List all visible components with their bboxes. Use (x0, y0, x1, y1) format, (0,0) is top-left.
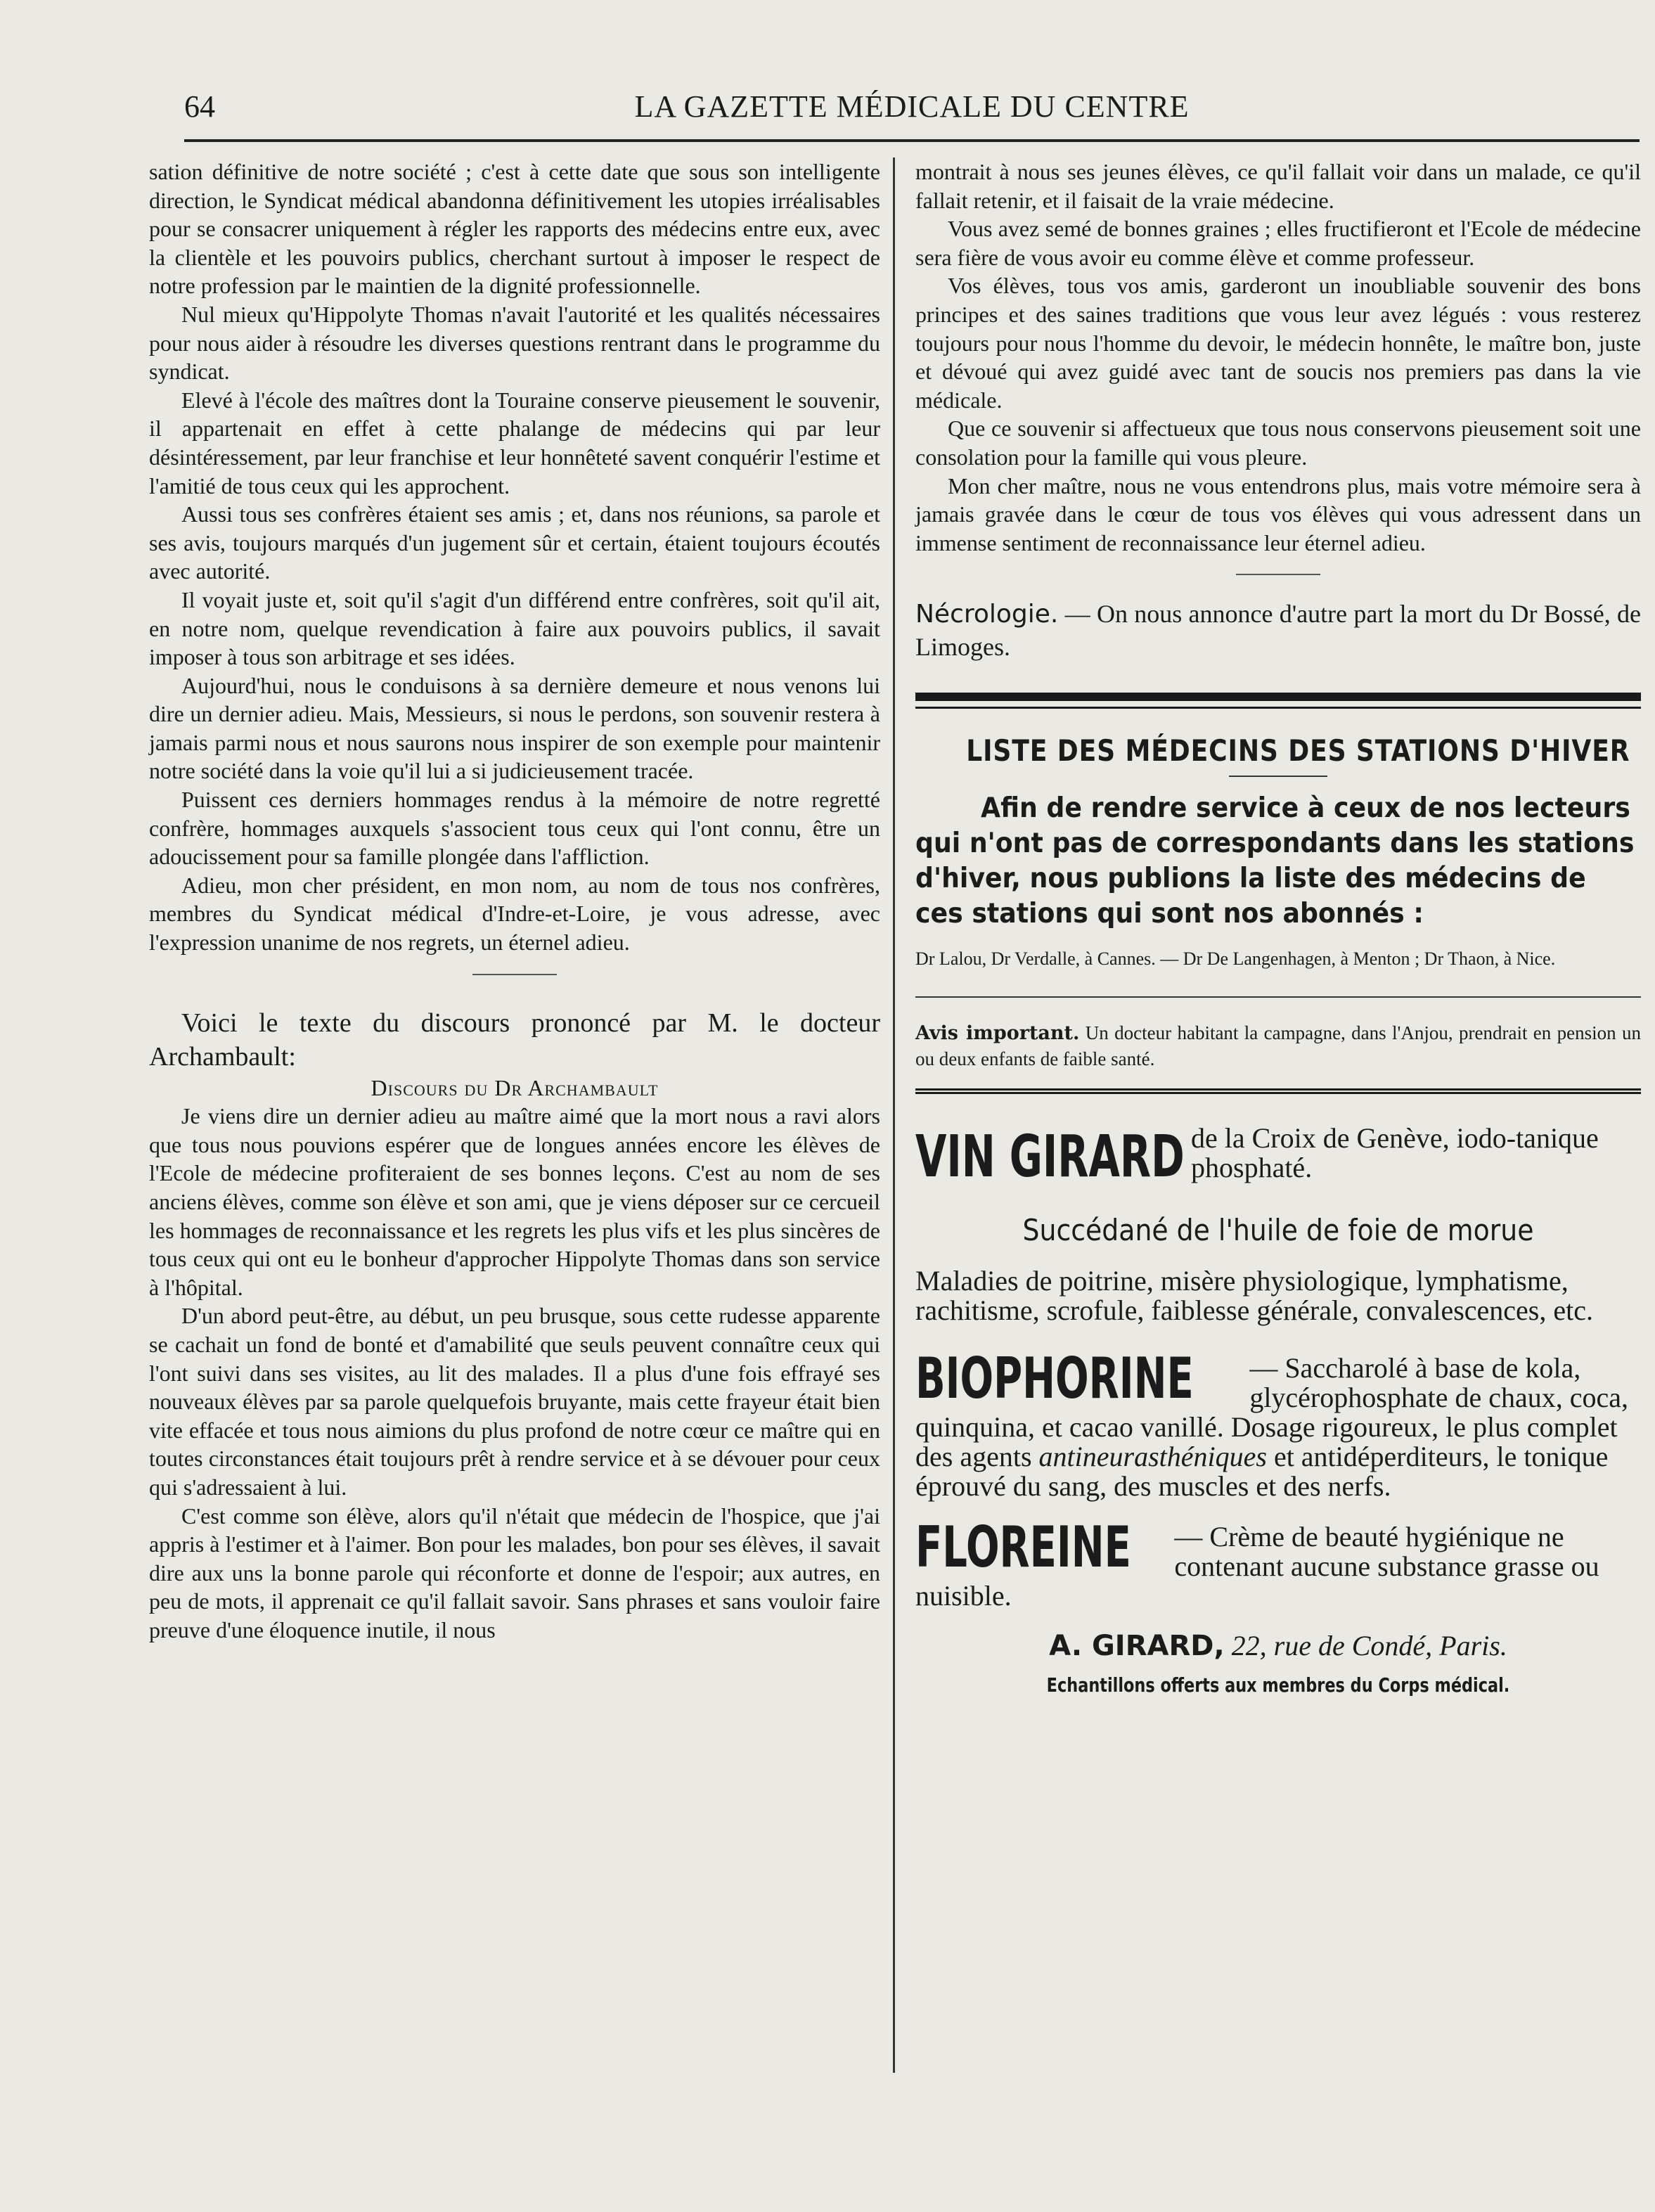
floreine-brand: FLOREINE (915, 1514, 1131, 1580)
paragraph: D'un abord peut-être, au début, un peu brusque, sous cette rudesse apparente se cachait un fond de bonté et d'amabilité que seuls peuvent connaître ceux qui l'ont suivi dans ses visites, au lit des malades. Il a plus d'une fois effrayé ses nouveaux élèves par sa parole quelquefois bruyante, mais cette frayeur était bien vite effacée et tous nous aimions du plus profond de notre cœur ce maître qui en toutes circonstances était toujours prêt à rendre service et à se dévouer pour ceux qui s'adressaient à lui. (149, 1303, 880, 1500)
page-header (184, 83, 1640, 139)
paragraph: Aujourd'hui, nous le conduisons à sa dernière demeure et nous venons lui dire un dernier adieu. Mais, Messieurs, si nous le perdons, son souvenir restera à jamais parmi nous et nous saurons nous inspirer de son exemple pour maintenir notre société dans la voie qu'il lui a si judicieusement tracée. (149, 672, 880, 784)
title-rule (1229, 776, 1327, 777)
discours-title: Discours du Dr Archambault (371, 1074, 659, 1100)
vin-girard-subheading: Succédané de l'huile de foie de morue (1022, 1212, 1534, 1247)
ad-biophorine: BIOPHORINE — Saccharolé à base de kola, glycérophosphate de chaux, coca, quinquina, et cacao vanillé. Dosage rigoureux, le plus complet des agents antineurasthéniques et antidéperditeurs, le tonique éprouvé du sang, des muscles et des nerfs. (915, 1345, 1628, 1502)
divider-rule (915, 996, 1641, 998)
paragraph: Adieu, mon cher président, en mon nom, au nom de tous nos confrères, membres du Syndicat médical d'Indre-et-Loire, je vous adresse, avec l'expression unanime de nos regrets, un éternel adieu. (149, 872, 880, 956)
avis-text: Un docteur habitant la campagne, dans l'Anjou, prendrait en pension un ou deux enfants de faible santé. (915, 1022, 1642, 1069)
left-column (149, 157, 880, 1645)
vin-girard-brand: VIN GIRARD (915, 1123, 1185, 1190)
double-rule (915, 1088, 1641, 1098)
doctors-list: Dr Lalou, Dr Verdalle, à Cannes. — Dr De Langenhagen, à Menton ; Dr Thaon, à Nice. (915, 948, 1556, 969)
advertiser-address: A. GIRARD, 22, rue de Condé, Paris. (1049, 1629, 1507, 1662)
paragraph: sation définitive de notre société ; c'est à cette date que sous son intelligente direction, le Syndicat médical abandonna définitivement les utopies irréalisables pour se consacrer uniquement à régler les rapports des médecins entre eux, avec la clientèle et les pouvoirs publics, cherchant surtout à imposer le respect de notre profession par le maintien de la dignité professionnelle. (149, 159, 880, 299)
paragraph: montrait à nous ses jeunes élèves, ce qu'il fallait voir dans un malade, ce qu'il fallait retenir, et il faisait de la vraie médecine. (915, 159, 1641, 213)
paragraph: Que ce souvenir si affectueux que tous nous conservons pieusement soit une consolation pour la famille qui vous pleure. (915, 416, 1641, 470)
list-title: LISTE DES MÉDECINS DES STATIONS D'HIVER (966, 733, 1630, 769)
paragraph: Aussi tous ses confrères étaient ses amis ; et, dans nos réunions, sa parole et ses avis, toujours marqués d'un jugement sûr et certain, étaient toujours écoutés avec autorité. (149, 501, 880, 584)
running-title: LA GAZETTE MÉDICALE DU CENTRE (634, 89, 1190, 124)
page-number: 64 (184, 89, 215, 124)
section-divider (472, 974, 557, 975)
paragraph: C'est comme son élève, alors qu'il n'était que médecin de l'hospice, que j'ai appris à l'estimer et à l'aimer. Bon pour les malades, bon pour ses élèves, il savait dire aux uns la bonne parole qui réconforte et donne de l'espoir; aux autres, en peu de mots, il apprenait ce qu'il fallait savoir. Sans phrases et sans vouloir faire preuve d'une éloquence inutile, il nous (149, 1503, 880, 1642)
vin-girard-text: Maladies de poitrine, misère physiologique, lymphatisme, rachitisme, scrofule, faiblesse générale, convalescences, etc. (915, 1264, 1593, 1326)
samples-note: Echantillons offerts aux membres du Corps médical. (1046, 1673, 1510, 1697)
paragraph: Il voyait juste et, soit qu'il s'agit d'un différend entre confrères, soit qu'il ait, en notre nom, quelque revendication à faire aux pouvoirs publics, il savait imposer à tous son arbitrage et ses idées. (149, 586, 880, 670)
stations-notice: Afin de rendre service à ceux de nos lecteurs qui n'ont pas de correspondants dans les stations d'hiver, nous publions la liste des médecins de ces stations qui sont nos abonnés : (915, 792, 1635, 930)
necrologie-label: Nécrologie. (915, 600, 1059, 629)
paragraph: Mon cher maître, nous ne vous entendrons plus, mais votre mémoire sera à jamais gravée dans le cœur de tous vos élèves qui vous adressent dans un immense sentiment de reconnaissance leur éternel adieu. (915, 472, 1641, 555)
paragraph: Vos élèves, tous vos amis, garderont un inoubliable souvenir des bons principes et des saines traditions que vous leur avez légués : vous resterez toujours pour nous l'homme du devoir, le médecin honnête, le maître bon, juste et dévoué qui avez guidé avec tant de soucis nos premiers pas dans la vie médicale. (915, 273, 1641, 413)
ad-vin-girard (915, 1121, 1641, 1208)
avis-important (915, 1020, 1641, 1072)
paragraph: Puissent ces derniers hommages rendus à la mémoire de notre regretté confrère, hommages auxquels s'associent tous ceux qui l'ont connu, être un adoucissement pour sa famille plongée dans l'affliction. (149, 787, 880, 870)
paragraph: Vous avez semé de bonnes graines ; elles fructifieront et l'Ecole de médecine sera fière de vous avoir eu comme élève et comme professeur. (915, 216, 1641, 270)
ad-floreine: FLOREINE — Crème de beauté hygiénique ne contenant aucune substance grasse ou nuisible. (915, 1514, 1599, 1612)
paragraph: Je viens dire un dernier adieu au maître aimé que la mort nous a ravi alors que tous nous pouvions espérer que de longues années encore les élèves de l'Ecole de médecine profiteraient de ses bonnes leçons. C'est au nom de ses anciens élèves, comme son élève et son ami, que je viens déposer sur ce cercueil les hommages de reconnaissance et les regrets les plus vifs et les plus sincères de tous ceux qui ont eu le bonheur d'approcher Hippolyte Thomas dans son service à l'hôpital. (149, 1103, 880, 1300)
thick-rule (915, 693, 1641, 701)
vin-girard-desc: de la Croix de Genève, iodo-tanique phosphaté. (1191, 1121, 1599, 1183)
column-divider (893, 157, 895, 2073)
avis-label: Avis important. (915, 1022, 1080, 1044)
header-rule (184, 139, 1640, 142)
necrologie (915, 598, 1641, 663)
discours-intro: Voici le texte du discours prononcé par M. le docteur Archambault: (149, 1008, 880, 1072)
necrologie-text: — On nous annonce d'autre part la mort du Dr Bossé, de Limoges. (915, 600, 1641, 662)
paragraph: Nul mieux qu'Hippolyte Thomas n'avait l'autorité et les qualités nécessaires pour nous aider à résoudre les diverses questions rentrant dans le programme du syndicat. (149, 301, 880, 385)
paragraph: Elevé à l'école des maîtres dont la Touraine conserve pieusement le souvenir, il appartenait en effet à cette phalange de médecins qui par leur désintéressement, par leur franchise et leur honnêteté savent conquérir l'estime et l'amitié de tous ceux qui les approchent. (149, 387, 880, 499)
thin-rule (915, 707, 1641, 709)
right-column (915, 157, 1641, 1700)
section-divider (1236, 574, 1320, 575)
biophorine-brand: BIOPHORINE (915, 1345, 1194, 1411)
